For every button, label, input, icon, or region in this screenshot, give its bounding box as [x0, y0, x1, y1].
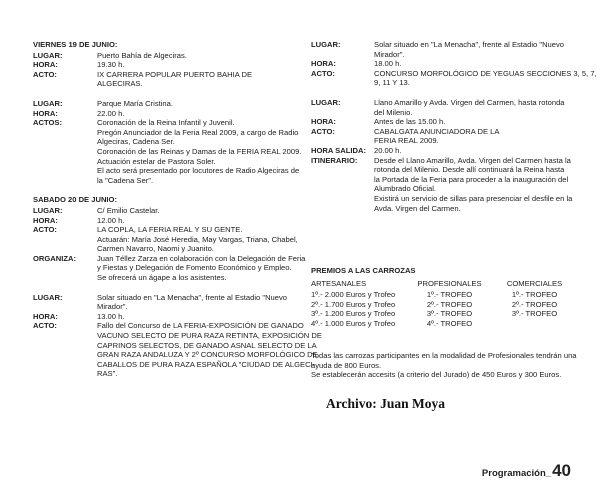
field-value-line: Coronación de la Reina Infantil y Juvenil.: [97, 118, 235, 128]
field-value-line: la "Cadena Ser".: [97, 175, 154, 185]
event-field-row: [311, 156, 577, 214]
footer-section-label: Programación_: [481, 468, 552, 479]
field-value-line: El acto será presentado por locutores de Radio Algeciras de: [97, 166, 300, 176]
field-value-line: Solar situado en "La Menacha", frente al Estadio "Nuevo: [374, 40, 565, 49]
event-field-row: [311, 68, 597, 88]
field-value-line: VACUNO SELECTO DE PURA RAZA RETINTA, EXPOSICIÓN DE: [97, 331, 322, 341]
event-field-row: [311, 59, 577, 69]
field-label: LUGAR:: [33, 98, 63, 108]
field-value: [374, 156, 577, 214]
field-value-line: del Milenio.: [374, 107, 413, 117]
field-label: ACTO:: [311, 68, 335, 78]
field-label: HORA:: [311, 117, 336, 127]
event-field-row: [33, 206, 303, 216]
field-value-line: LA COPLA, LA FERIA REAL Y SU GENTE.: [97, 225, 243, 235]
field-value: [97, 70, 303, 89]
field-value-line: GRAN RAZA ANDALUZA Y 2º CONCURSO MORFOLÓGICO DE: [97, 350, 318, 360]
field-value-line: 13.00 h.: [97, 311, 125, 321]
event-block: [33, 195, 306, 283]
page-footer: [481, 461, 571, 480]
event-field-row: [311, 127, 577, 146]
event-field-row: [311, 146, 577, 156]
field-value-line: Solar situado en "La Menacha", frente al Estadio "Nuevo: [97, 292, 288, 302]
event-field-row: [33, 70, 303, 89]
field-label: ORGANIZA:: [33, 253, 77, 263]
field-value-line: Desde el Llano Amarillo, Avda. Virgen del Carmen hasta la: [374, 155, 571, 165]
field-value-line: Llano Amarillo y Avda. Virgen del Carmen, hasta rotonda: [374, 97, 565, 107]
field-value-line: Existirá un servicio de sillas para presenciar el desfile en la: [374, 193, 573, 203]
prize-cell: 3º.- 1.200 Euros y Trofeo: [311, 309, 396, 319]
event-block: [33, 292, 322, 379]
field-value-line: Mirador".: [374, 49, 405, 59]
prize-cell: 3º.- TROFEO: [511, 309, 558, 319]
prize-cell: 1º.- TROFEO: [511, 290, 558, 300]
field-value-line: C/ Emilio Castelar.: [97, 205, 160, 215]
prize-category-header: PROFESIONALES: [417, 278, 482, 288]
field-label: HORA SALIDA:: [311, 145, 366, 155]
event-field-row: [311, 117, 577, 127]
field-label: LUGAR:: [311, 40, 341, 49]
field-label: ACTO:: [33, 225, 57, 235]
field-value: [374, 40, 577, 59]
event-field-row: [33, 225, 303, 254]
field-value-line: 18.00 h.: [374, 59, 402, 69]
field-value-line: la Portada de la Feria para proceder a la inauguración del: [374, 174, 569, 184]
note-line: ayuda de 800 Euros.: [311, 360, 382, 370]
field-value-line: CONCURSO MORFOLÓGICO DE YEGUAS SECCIONES 3, 5, 7,: [374, 68, 597, 78]
event-field-row: [33, 60, 303, 70]
field-value: [97, 293, 303, 312]
prize-cell: 2º.- 1.700 Euros y Trofeo: [311, 299, 396, 309]
prize-cell: 2º.- TROFEO: [511, 299, 558, 309]
field-label: ACTO:: [33, 69, 57, 79]
field-value: [97, 254, 305, 283]
field-value: [97, 216, 303, 226]
field-label: ACTO:: [33, 321, 57, 331]
field-value-line: Coronación de las Reinas y Damas de la FERIA REAL 2009.: [97, 146, 302, 156]
field-value-line: ALGECIRAS.: [97, 79, 143, 89]
prize-cell: 4º.- 1.000 Euros y Trofeo: [311, 318, 396, 328]
event-field-row: [33, 253, 306, 283]
field-value: [374, 127, 577, 146]
field-value: [97, 225, 303, 254]
event-block: [311, 40, 597, 88]
event-block: [311, 98, 577, 213]
field-value: [97, 206, 303, 216]
field-value-line: Pregón Anunciador de la Feria Real 2009, a cargo de Radio: [97, 127, 299, 137]
field-value-line: CAPRINOS SELECTOS, DE GANADO ASNAL SELECTO DE LA: [97, 340, 317, 350]
event-field-row: [33, 321, 322, 379]
field-label: ITINERARIO:: [311, 155, 358, 165]
prize-cell: 1º.- TROFEO: [426, 290, 473, 300]
event-field-row: [33, 51, 303, 61]
note-line: Se establecerán accesits (a criterio del Jurado) de 450 Euros y 300 Euros.: [311, 370, 562, 380]
field-value-line: RAS".: [97, 369, 118, 379]
field-value-line: Actuarán: María José Heredia, May Vargas, Triana, Chabel,: [97, 234, 298, 244]
field-value-line: Puerto Bahía de Algeciras.: [97, 50, 187, 60]
field-value: [97, 109, 303, 119]
field-label: ACTOS:: [33, 118, 62, 128]
field-value-line: rotonda del Milenio. Desde allí continuará la Reina hasta: [374, 165, 565, 175]
field-value-line: Mirador".: [97, 302, 128, 312]
event-field-row: [33, 99, 303, 109]
field-value-line: 12.00 h.: [97, 215, 125, 225]
field-value: [97, 51, 303, 61]
field-label: LUGAR:: [33, 205, 63, 215]
field-value-line: CABALLOS DE PURA RAZA ESPAÑOLA "CIUDAD DE ALGECI-: [97, 359, 316, 369]
archive-credit: Archivo: Juan Moya: [326, 396, 446, 411]
field-label: LUGAR:: [311, 97, 341, 107]
event-date: VIERNES 19 DE JUNIO:: [33, 40, 118, 49]
event-field-row: [33, 293, 303, 312]
field-value-line: y Fiestas y Delegación de Fomento Económico y Empleo.: [97, 263, 292, 273]
left-column: [33, 40, 322, 389]
prizes-table: [311, 279, 577, 329]
field-value-line: IX CARRERA POPULAR PUERTO BAHIA DE: [97, 69, 253, 79]
field-label: LUGAR:: [33, 292, 63, 302]
prizes-notes: [311, 351, 581, 380]
field-value: [374, 69, 597, 88]
event-date: SABADO 20 DE JUNIO:: [33, 195, 117, 205]
field-value: [374, 59, 577, 69]
field-label: HORA:: [33, 60, 58, 70]
field-value-line: Carmen Navarro, Naomi y Juanito.: [97, 244, 214, 254]
field-value-line: Parque María Cristina.: [97, 98, 173, 108]
prize-cell: [492, 319, 577, 329]
field-label: HORA:: [33, 108, 58, 118]
field-value-line: Actuación estelar de Pastora Soler.: [97, 156, 216, 166]
field-value-line: 22.00 h.: [97, 108, 125, 118]
field-value-line: FERIA REAL 2009.: [374, 136, 439, 146]
right-column: [311, 40, 597, 223]
field-label: HORA:: [33, 311, 58, 321]
field-label: ACTO:: [311, 126, 335, 136]
field-label: HORA:: [311, 59, 336, 69]
field-value: [97, 321, 322, 379]
field-label: HORA:: [33, 215, 58, 225]
field-value: [97, 60, 303, 70]
prize-cell: 3º.- TROFEO: [426, 309, 473, 319]
field-label: LUGAR:: [33, 50, 63, 60]
field-value: [374, 98, 577, 117]
field-value-line: Antes de las 15.00 h.: [374, 117, 446, 127]
field-value-line: Se ofrecerá un ágape a los asistentes.: [97, 273, 227, 283]
page-number: 40: [552, 461, 571, 480]
event-field-row: [311, 98, 577, 117]
note-line: Todas las carrozas participantes en la modalidad de Profesionales tendrán una: [311, 351, 577, 360]
field-value-line: 19.30 h.: [97, 60, 125, 70]
field-value-line: Fallo del Concurso de LA FERIA-EXPOSICIÓN DE GANADO: [97, 321, 304, 331]
prize-category-header: COMERCIALES: [506, 278, 563, 288]
field-value-line: Alumbrado Oficial.: [374, 184, 437, 194]
prize-category-header: ARTESANALES: [311, 278, 367, 288]
prizes-section: [311, 266, 577, 329]
field-value-line: CABALGATA ANUNCIADORA DE LA: [374, 126, 500, 136]
field-value: [374, 117, 577, 127]
event-block: [33, 99, 303, 185]
field-value: [374, 146, 577, 156]
prize-cell: 1º.- 2.000 Euros y Trofeo: [311, 290, 396, 300]
field-value-line: 20.00 h.: [374, 145, 402, 155]
event-field-row: [33, 216, 303, 226]
prize-cell: 2º.- TROFEO: [426, 299, 473, 309]
field-value-line: Avda. Virgen del Carmen.: [374, 203, 461, 213]
event-block: [33, 40, 303, 89]
event-field-row: [33, 109, 303, 119]
prize-cell: 4º.- TROFEO: [426, 318, 473, 328]
field-value: [97, 118, 303, 185]
prizes-title: PREMIOS A LAS CARROZAS: [311, 266, 416, 275]
field-value: [97, 99, 303, 109]
field-value-line: Algeciras, Cadena Ser.: [97, 137, 175, 147]
field-value-line: Juan Téllez Zarza en colaboración con la Delegación de Feria: [97, 253, 306, 263]
event-field-row: [33, 312, 303, 322]
field-value: [97, 312, 303, 322]
event-field-row: [33, 118, 303, 185]
field-value-line: 9, 11 Y 13.: [374, 78, 410, 88]
event-field-row: [311, 40, 577, 59]
